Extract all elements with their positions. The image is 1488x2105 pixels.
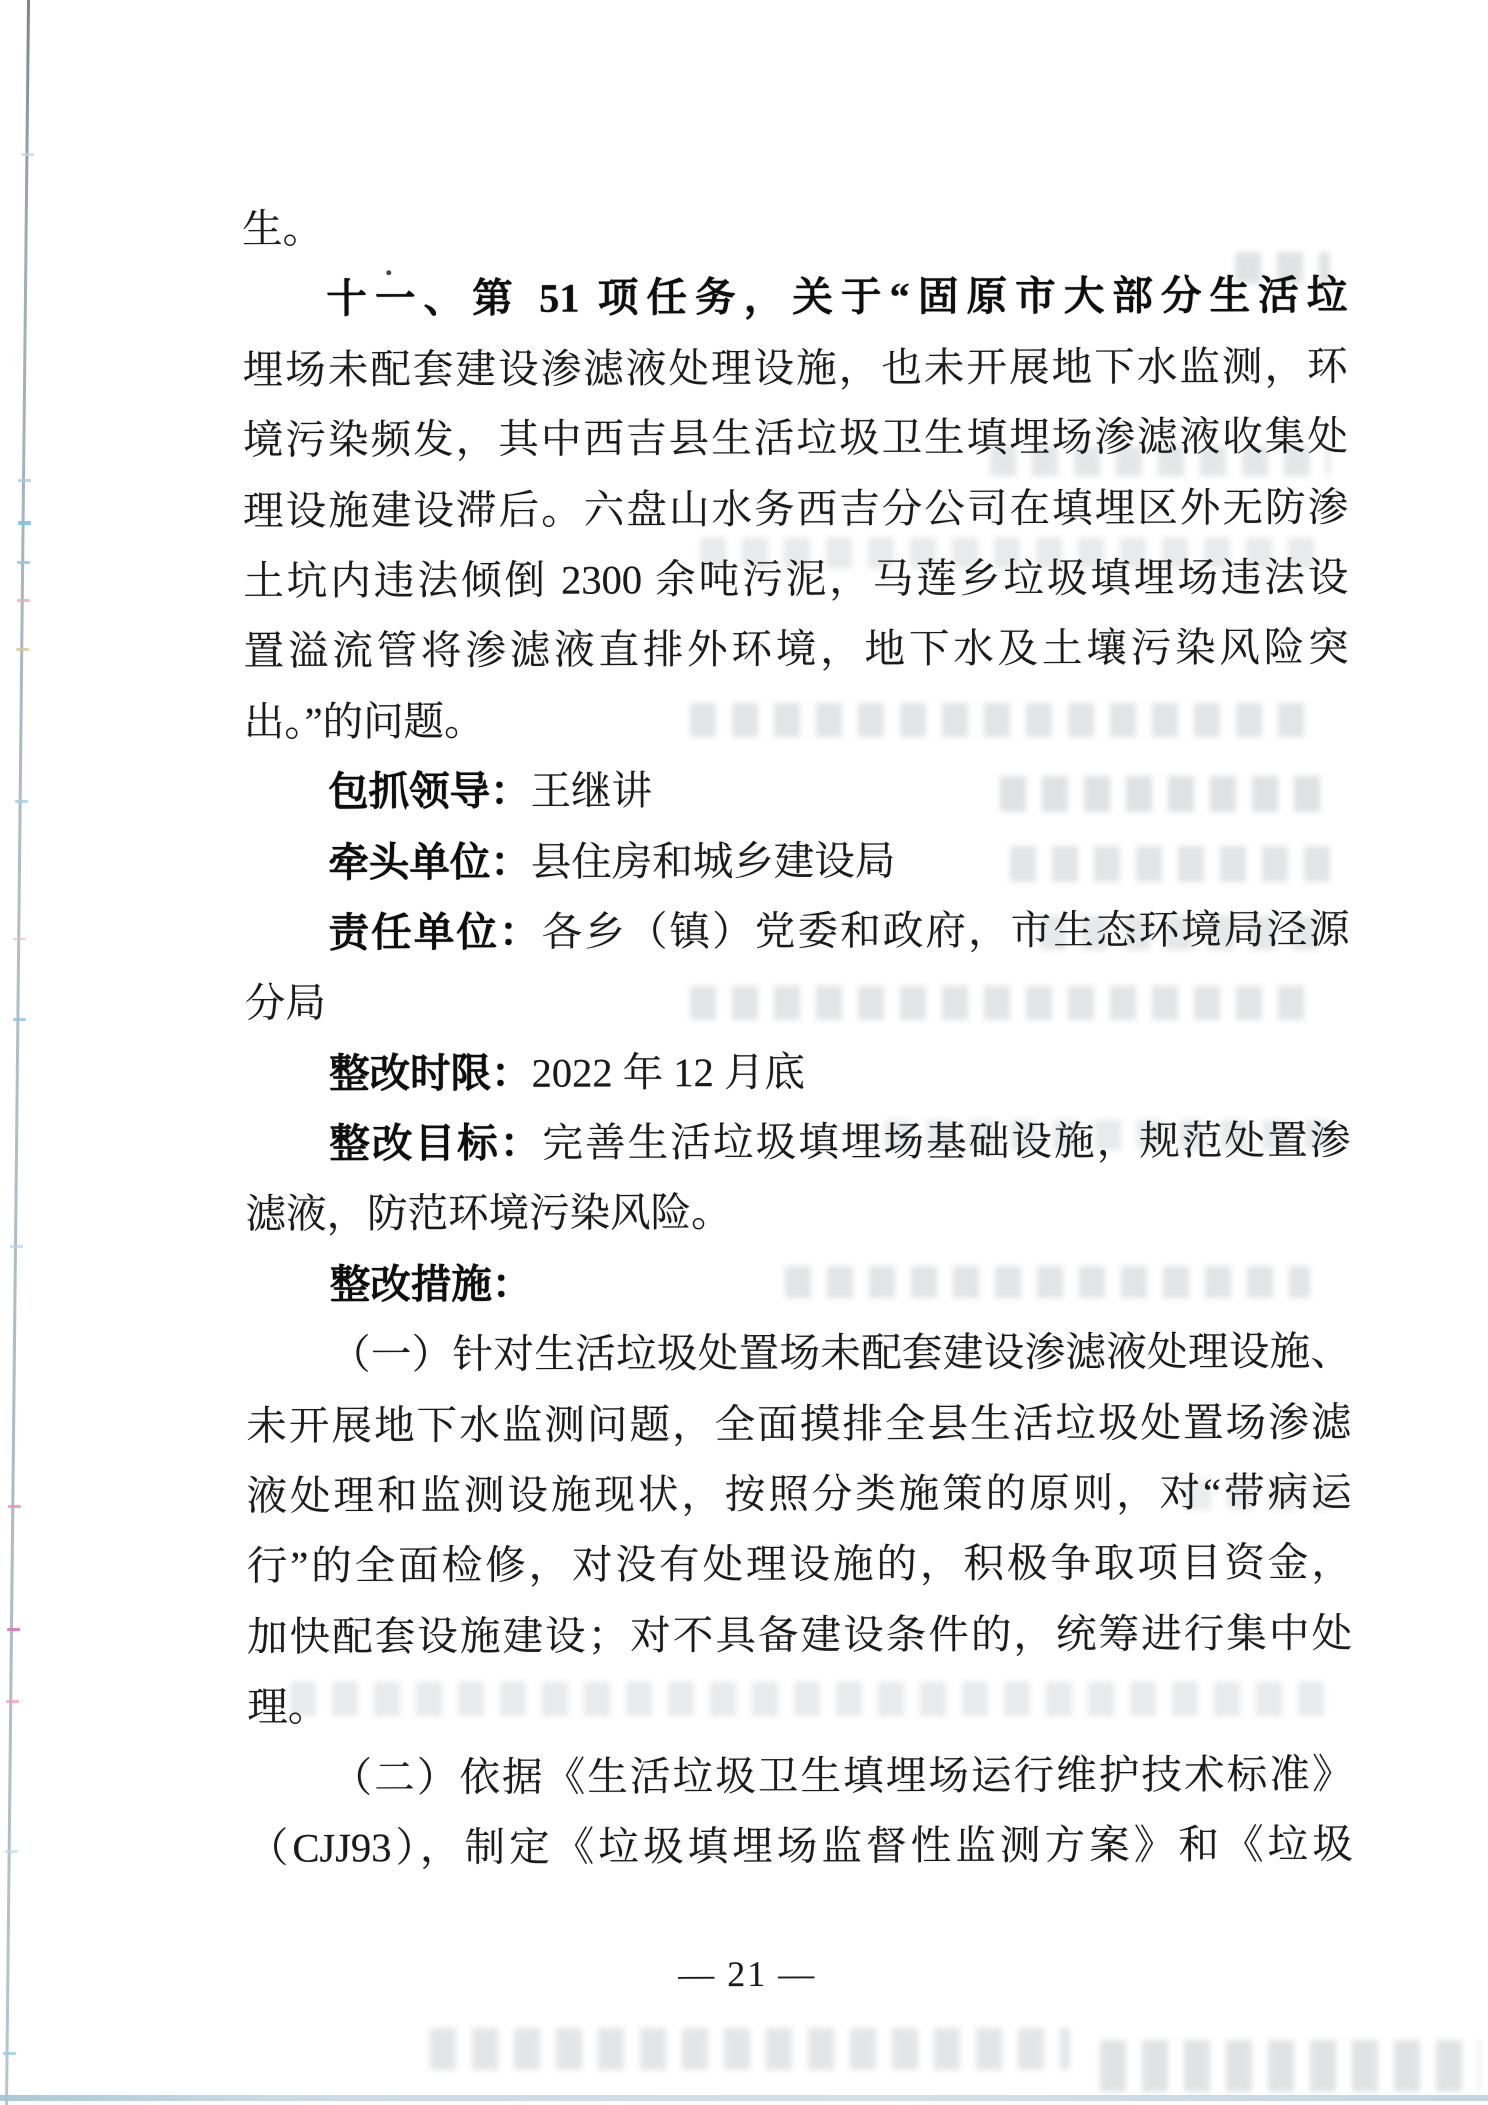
- text-line: 出。”的问题。: [243, 698, 485, 745]
- text-line: 理。: [247, 1684, 329, 1730]
- text-line: 滤液，防范环境污染风险。: [245, 1190, 732, 1238]
- page-number: — 21 —: [678, 1953, 817, 1995]
- field-responsible-unit-line: 责任单位：各乡（镇）党委和政府，市生态环境局泾源: [328, 906, 1350, 956]
- text-line: 未开展地下水监测问题，全面摸排全县生活垃圾处置场渗滤: [246, 1399, 1352, 1449]
- text-line: （一）针对生活垃圾处置场未配套建设渗滤液处理设施、: [329, 1329, 1352, 1378]
- text-line: 液处理和监测设施现状，按照分类施策的原则，对“带病运: [246, 1469, 1352, 1519]
- text-line: （二）依据《生活垃圾卫生填埋场运行维护技术标准》: [331, 1751, 1353, 1801]
- field-leader-line: 包抓领导：王继讲: [328, 768, 653, 815]
- text-line: 生。: [242, 206, 324, 252]
- text-line: 分局: [244, 980, 326, 1027]
- text-line: 加快配套设施建设；对不具备建设条件的，统筹进行集中处: [246, 1610, 1353, 1660]
- text-line: 埋场未配套建设渗滤液处理设施，也未开展地下水监测，环: [242, 343, 1348, 393]
- field-lead-unit-line: 牵头单位：县住房和城乡建设局: [328, 837, 896, 885]
- field-goal-line: 整改目标：完善生活垃圾填埋场基础设施，规范处置渗: [329, 1117, 1351, 1167]
- field-measures-line: 整改措施：: [329, 1261, 533, 1308]
- text-line: 置溢流管将渗滤液直排外环境，地下水及土壤污染风险突: [243, 625, 1349, 675]
- field-deadline-line: 整改时限：2022 年 12 月底: [328, 1049, 806, 1097]
- text-block: [242, 191, 1353, 1884]
- text-line: 境污染频发，其中西吉县生活垃圾卫生填埋场渗滤液收集处: [242, 414, 1348, 463]
- text-line: 行”的全面检修，对没有处理设施的，积极争取项目资金，: [246, 1540, 1352, 1590]
- section-heading-line: 十一、第 51 项任务，关于“固原市大部分生活垃: [326, 273, 1348, 322]
- text-line: 理设施建设滞后。六盘山水务西吉分公司在填埋区外无防渗: [243, 484, 1349, 534]
- text-line: 土坑内违法倾倒 2300 余吨污泥，马莲乡垃圾填埋场违法设: [243, 554, 1349, 604]
- text-line: （CJJ93），制定《垃圾填埋场监督性监测方案》和《垃圾: [247, 1821, 1353, 1871]
